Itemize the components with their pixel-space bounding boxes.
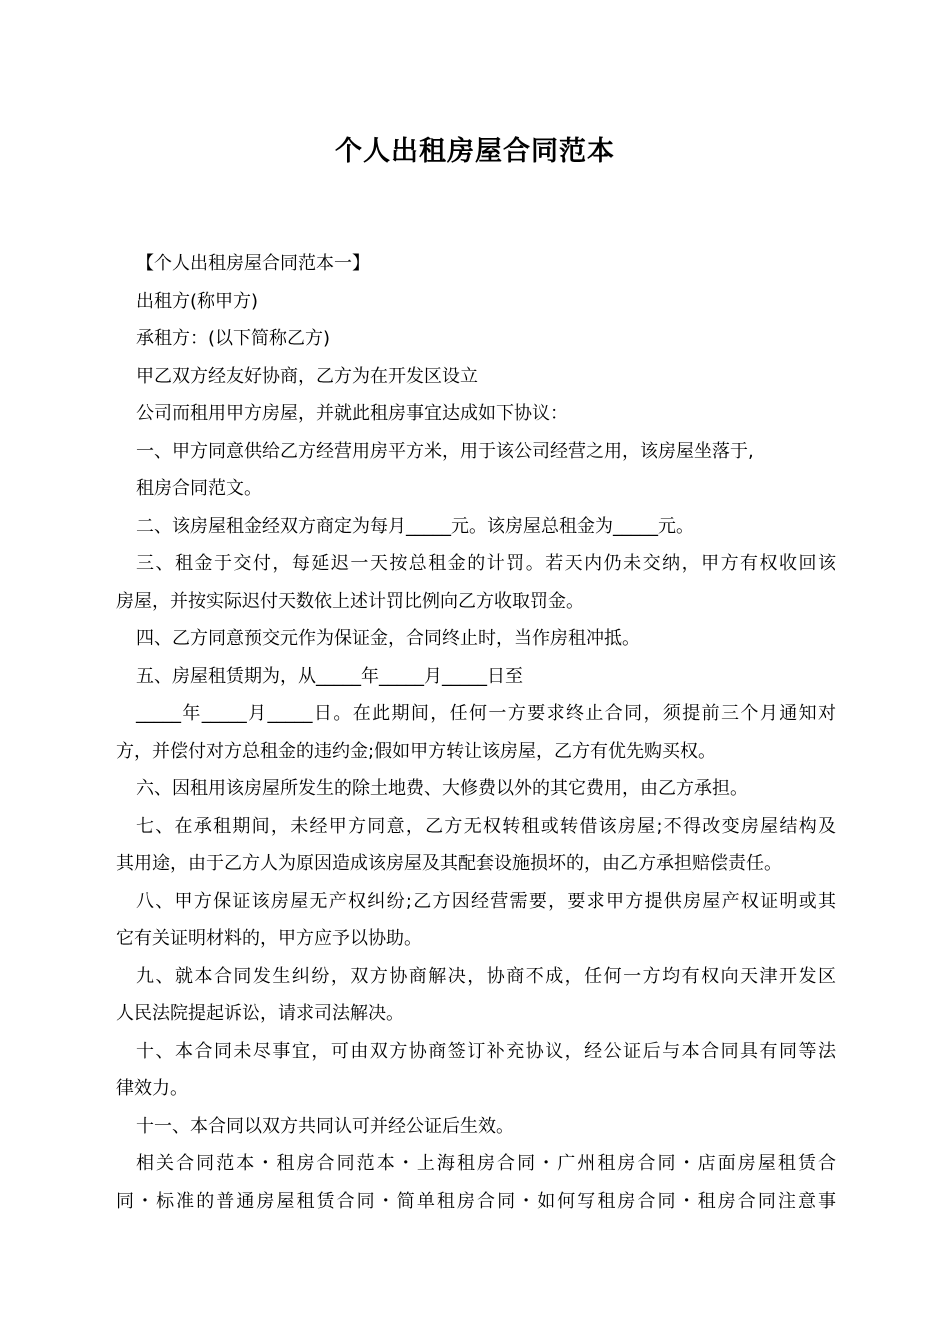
paragraph: 十一、本合同以双方共同认可并经公证后生效。 xyxy=(136,1115,514,1137)
related-links-line: 相关合同范本・租房合同范本・上海租房合同・广州租房合同・店面房屋租赁合 xyxy=(136,1153,836,1174)
paragraph: 四、乙方同意预交元作为保证金，合同终止时，当作房租冲抵。 xyxy=(136,628,640,649)
paragraph: 十、本合同未尽事宜，可由双方协商签订补充协议，经公证后与本合同具有同等法 xyxy=(136,1040,836,1062)
paragraph: 方，并偿付对方总租金的违约金;假如甲方转让该房屋，乙方有优先购买权。 xyxy=(116,740,717,762)
paragraph: 它有关证明材料的，甲方应予以协助。 xyxy=(116,928,422,949)
section-heading: 【个人出租房屋合同范本一】 xyxy=(136,253,370,274)
paragraph: 九、就本合同发生纠纷，双方协商解决，协商不成，任何一方均有权向天津开发区 xyxy=(136,965,836,987)
paragraph: 房屋，并按实际迟付天数依上述计罚比例向乙方收取罚金。 xyxy=(116,590,584,612)
paragraph: 六、因租用该房屋所发生的除土地费、大修费以外的其它费用，由乙方承担。 xyxy=(136,778,748,799)
paragraph: 租房合同范文。 xyxy=(136,478,262,499)
paragraph: 律效力。 xyxy=(116,1078,188,1099)
paragraph: 人民法院提起诉讼，请求司法解决。 xyxy=(116,1003,404,1024)
paragraph: 一、甲方同意供给乙方经营用房平方米，用于该公司经营之用，该房屋坐落于, xyxy=(136,440,754,462)
paragraph: 八、甲方保证该房屋无产权纠纷;乙方因经营需要，要求甲方提供房屋产权证明或其 xyxy=(136,890,836,912)
document-title: 个人出租房屋合同范本 xyxy=(335,136,615,167)
paragraph: 承租方：(以下简称乙方) xyxy=(136,328,331,349)
paragraph: _____年_____月_____日。在此期间，任何一方要求终止合同，须提前三个月通知对 xyxy=(136,703,836,724)
document-body xyxy=(116,245,836,1220)
paragraph: 其用途，由于乙方人为原因造成该房屋及其配套设施损坏的，由乙方承担赔偿责任。 xyxy=(116,853,782,874)
paragraph: 公司而租用甲方房屋，并就此租房事宜达成如下协议： xyxy=(136,403,568,424)
paragraph: 三、租金于交付，每延迟一天按总租金的计罚。若天内仍未交纳，甲方有权收回该 xyxy=(136,553,836,574)
paragraph: 甲乙双方经友好协商，乙方为在开发区设立 xyxy=(136,365,478,387)
paragraph: 出租方(称甲方) xyxy=(136,290,259,312)
related-links-line: 同・标准的普通房屋租赁合同・简单租房合同・如何写租房合同・租房合同注意事 xyxy=(116,1190,836,1212)
paragraph: 二、该房屋租金经双方商定为每月_____元。该房屋总租金为_____元。 xyxy=(136,515,694,537)
paragraph: 七、在承租期间，未经甲方同意，乙方无权转租或转借该房屋;不得改变房屋结构及 xyxy=(136,815,836,837)
paragraph: 五、房屋租赁期为，从_____年_____月_____日至 xyxy=(136,665,523,687)
